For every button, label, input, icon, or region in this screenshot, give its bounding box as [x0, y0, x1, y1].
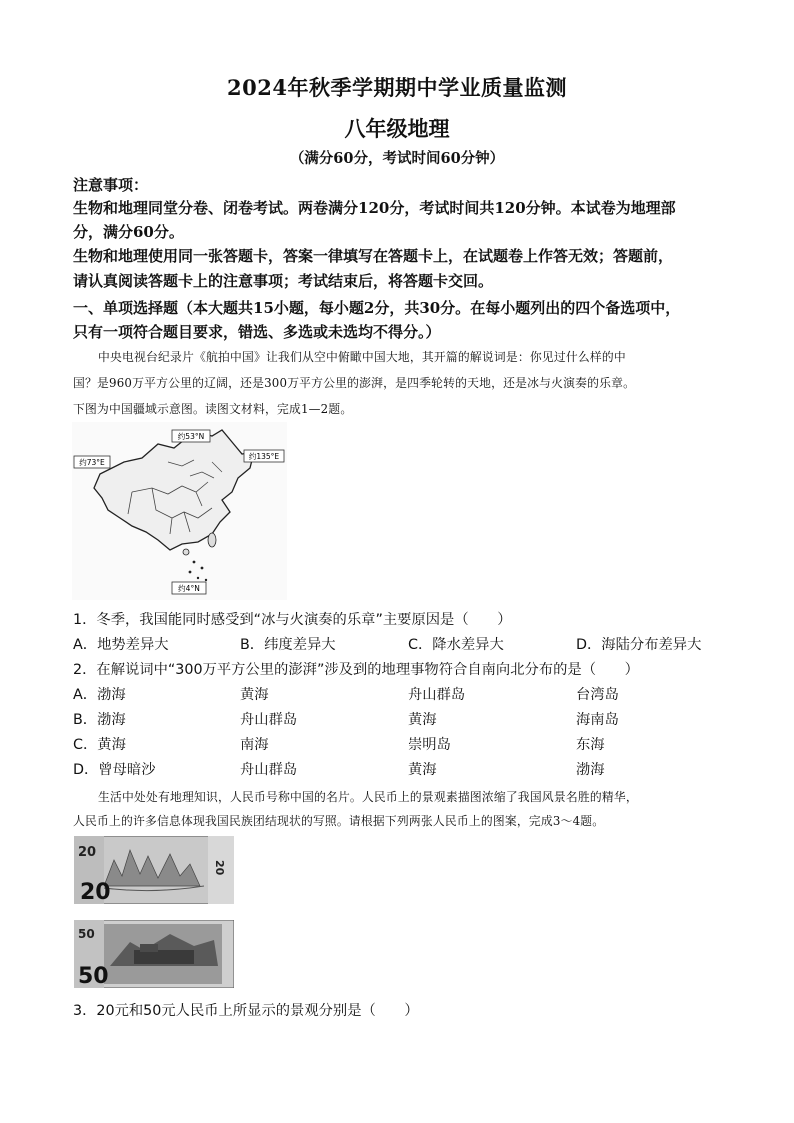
passage-line: 人民币上的许多信息体现我国民族团结现状的写照。请根据下列两张人民币上的图案，完成3～4题。 [73, 814, 605, 828]
q2-option-item: 舟山群岛 [240, 712, 298, 728]
banknote-50-large-value: 50 [78, 964, 109, 988]
notice-line: 分，满分60分。 [73, 223, 184, 241]
passage-line: 下图为中国疆域示意图。读图文材料，完成1—2题。 [73, 402, 353, 416]
question-3-stem: 3．20元和50元人民币上所显示的景观分别是（ ） [73, 1003, 419, 1019]
q2-option-item: 黄海 [240, 687, 269, 703]
banknote-20-small-value: 20 [78, 845, 97, 860]
question-2-stem: 2．在解说词中“300万平方公里的澎湃”涉及到的地理事物符合自南向北分布的是（ ） [73, 662, 639, 678]
q2-option-label: D．曾母暗沙 [73, 762, 156, 778]
q2-option-label: A．渤海 [73, 687, 126, 703]
q2-option-item: 黄海 [408, 762, 437, 778]
passage-line: 生活中处处有地理知识，人民币号称中国的名片。人民币上的景观素描图浓缩了我国风景名胜的精华， [98, 790, 638, 804]
q2-option-item: 南海 [240, 737, 269, 753]
q2-option-item: 舟山群岛 [408, 687, 466, 703]
banknote-20-image [74, 836, 234, 904]
q2-option-item: 崇明岛 [408, 737, 451, 753]
section-heading: 一、单项选择题（本大题共15小题，每小题2分，共30分。在每小题列出的四个备选项中， [73, 299, 681, 317]
exam-title: 2024年秋季学期期中学业质量监测 [227, 75, 567, 100]
banknote-20-large-value: 20 [80, 880, 111, 904]
q1-option-a: A．地势差异大 [73, 637, 169, 653]
q1-option-b: B．纬度差异大 [240, 637, 336, 653]
map-label-west: 约73°E [79, 458, 105, 467]
notice-line: 生物和地理使用同一张答题卡，答案一律填写在答题卡上，在试题卷上作答无效；答题前， [73, 247, 674, 265]
section-heading: 只有一项符合题目要求，错选、多选或未选均不得分。） [73, 323, 441, 341]
q2-option-item: 黄海 [408, 712, 437, 728]
notice-heading: 注意事项： [73, 176, 149, 194]
passage-line: 国？是960万平方公里的辽阔，还是300万平方公里的澎湃，是四季轮转的天地，还是冰与火演奏的乐章。 [73, 376, 636, 390]
score-time: （满分60分，考试时间60分钟） [289, 150, 505, 167]
exam-subject: 八年级地理 [344, 116, 450, 141]
q2-option-item: 台湾岛 [576, 687, 619, 703]
map-label-east: 约135°E [248, 452, 280, 461]
q2-option-label: B．渤海 [73, 712, 126, 728]
q2-option-item: 渤海 [576, 762, 605, 778]
question-1-stem: 1．冬季，我国能同时感受到“冰与火演奏的乐章”主要原因是（ ） [73, 612, 512, 628]
map-label-north: 约53°N [177, 432, 205, 441]
q2-option-item: 舟山群岛 [240, 762, 298, 778]
china-territory-map [72, 422, 287, 600]
q1-option-c: C．降水差异大 [408, 637, 504, 653]
q1-option-d: D．海陆分布差异大 [576, 637, 702, 653]
q2-option-item: 东海 [576, 737, 605, 753]
banknote-20-side-value: 20 [213, 860, 226, 876]
banknote-50-image [74, 920, 234, 988]
notice-line: 请认真阅读答题卡上的注意事项；考试结束后，将答题卡交回。 [73, 272, 494, 290]
map-label-south: 约4°N [178, 584, 200, 593]
banknote-50-small-value: 50 [78, 927, 95, 941]
passage-line: 中央电视台纪录片《航拍中国》让我们从空中俯瞰中国大地，其开篇的解说词是：你见过什么样的中 [98, 350, 626, 364]
q2-option-label: C．黄海 [73, 737, 126, 753]
notice-line: 生物和地理同堂分卷、闭卷考试。两卷满分120分，考试时间共120分钟。本试卷为地理部 [73, 199, 676, 217]
q2-option-item: 海南岛 [576, 712, 619, 728]
